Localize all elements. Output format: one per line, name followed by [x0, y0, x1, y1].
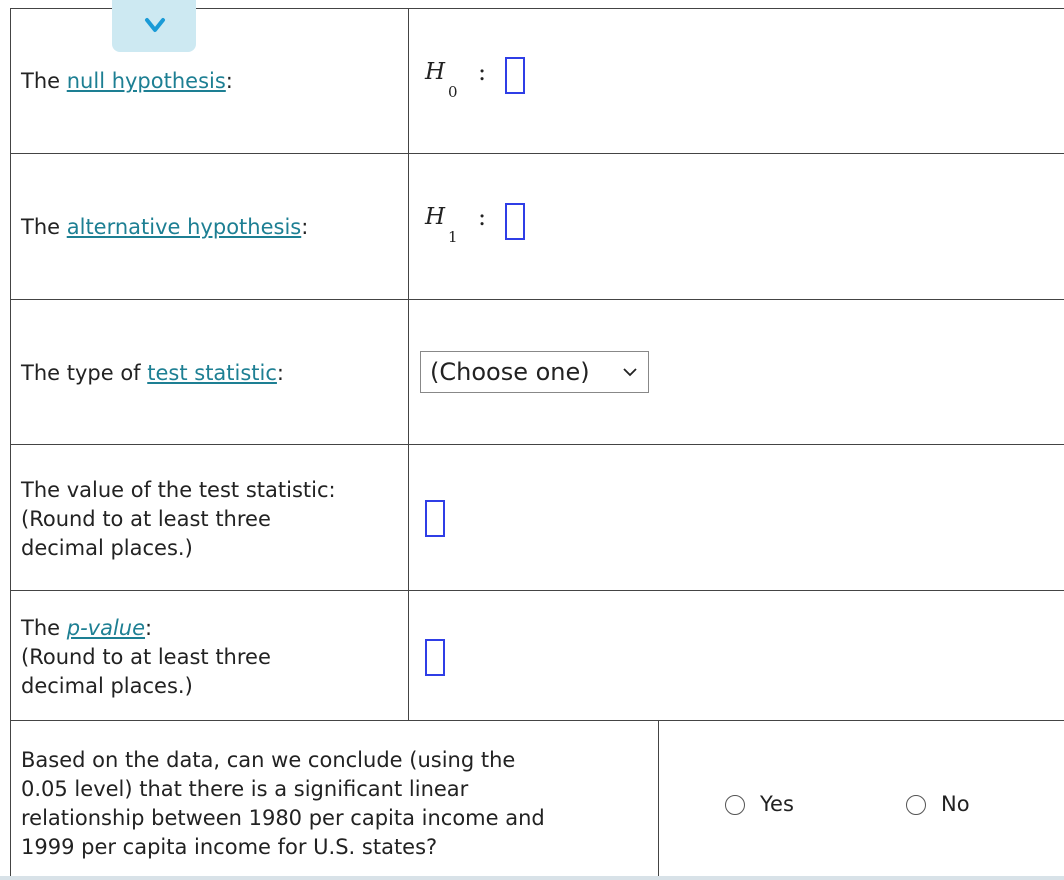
column-divider — [658, 720, 659, 880]
h0-colon: : — [478, 58, 487, 86]
test-statistic-value-input[interactable] — [425, 500, 445, 537]
label-prefix: The — [21, 616, 67, 640]
row-divider — [10, 590, 1064, 591]
label-line: (Round to at least three — [21, 645, 271, 669]
no-radio[interactable] — [906, 795, 926, 815]
label-line: The value of the test statistic: — [21, 478, 336, 502]
label-prefix: The — [21, 215, 67, 239]
label-suffix: : — [225, 69, 233, 93]
test-statistic-value-label — [21, 476, 336, 563]
label-line: decimal places.) — [21, 674, 193, 698]
label-line: decimal places.) — [21, 536, 193, 560]
label-prefix: The type of — [21, 361, 148, 385]
row-divider — [10, 444, 1064, 445]
null-hypothesis-link[interactable]: null hypothesis — [66, 69, 226, 93]
h0-answer-input[interactable] — [505, 57, 525, 94]
alternative-hypothesis-label — [21, 213, 308, 242]
question-line: Based on the data, can we conclude (using the — [21, 748, 516, 772]
chevron-down-icon — [112, 0, 196, 52]
h1-colon: : — [478, 203, 487, 231]
test-statistic-link[interactable]: test statistic — [147, 361, 277, 385]
test-statistic-type-label — [21, 359, 284, 388]
bottom-scroll-edge — [0, 876, 1064, 880]
h0-symbol: H — [425, 59, 446, 85]
column-divider — [408, 8, 409, 721]
h1-subscript: 1 — [448, 228, 458, 246]
yes-radio[interactable] — [725, 795, 745, 815]
question-line: 1999 per capita income for U.S. states? — [21, 835, 438, 859]
null-hypothesis-label — [21, 67, 233, 96]
question-line: relationship between 1980 per capita income and — [21, 806, 545, 830]
label-suffix: : — [276, 361, 284, 385]
h1-answer-input[interactable] — [505, 203, 525, 240]
row-divider — [10, 153, 1064, 154]
row-divider — [10, 720, 1064, 721]
collapse-button[interactable] — [112, 0, 196, 52]
p-value-input[interactable] — [425, 639, 445, 676]
conclusion-question — [21, 746, 545, 862]
label-suffix: : — [301, 215, 309, 239]
alternative-hypothesis-link[interactable]: alternative hypothesis — [66, 215, 302, 239]
no-radio-label[interactable]: No — [941, 792, 970, 816]
label-line — [21, 614, 271, 643]
label-line: (Round to at least three — [21, 507, 271, 531]
h1-symbol: H — [425, 204, 446, 230]
row-divider — [10, 299, 1064, 300]
p-value-link[interactable]: p-value — [66, 616, 146, 640]
table-border-left — [10, 8, 11, 880]
test-statistic-select[interactable] — [420, 351, 649, 393]
select-value: (Choose one) — [430, 358, 590, 386]
label-suffix: : — [145, 616, 153, 640]
chevron-down-icon — [622, 358, 638, 386]
p-value-label — [21, 614, 271, 701]
yes-radio-label[interactable]: Yes — [760, 792, 794, 816]
h0-subscript: 0 — [448, 83, 458, 101]
question-line: 0.05 level) that there is a significant linear — [21, 777, 469, 801]
label-prefix: The — [21, 69, 67, 93]
